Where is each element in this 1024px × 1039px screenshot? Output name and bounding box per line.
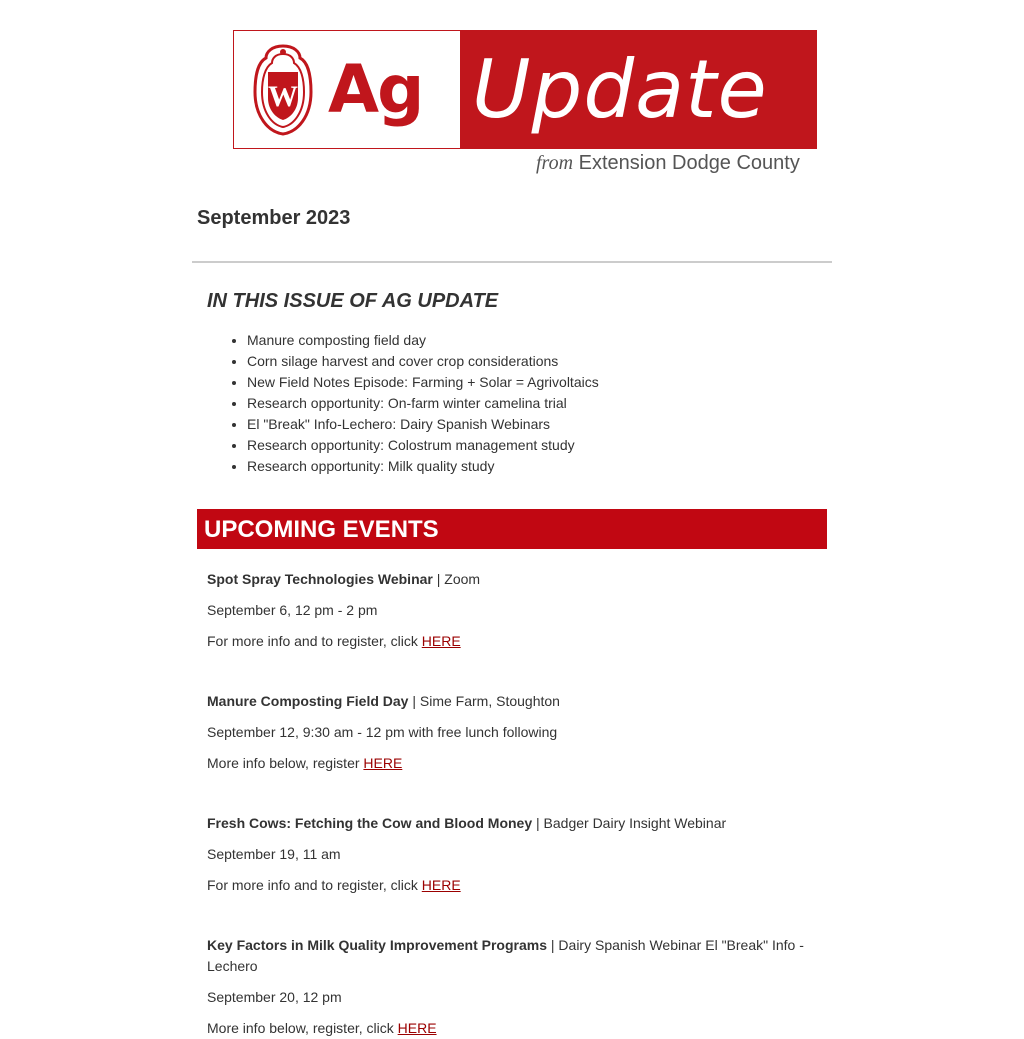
- event-item: [207, 935, 819, 1039]
- event-location: | Zoom: [432, 571, 481, 587]
- event-item: [207, 569, 819, 652]
- event-title: Key Factors in Milk Quality Improvement Programs: [207, 937, 547, 953]
- event-info-text: More info below, register: [207, 755, 364, 771]
- issue-date: September 2023: [197, 207, 351, 229]
- logo-left-panel: [234, 31, 460, 148]
- uw-crest-icon: [252, 42, 314, 138]
- toc-item: • El "Break" Info-Lechero: Dairy Spanish Webinars: [247, 414, 599, 435]
- event-heading: [207, 935, 819, 977]
- event-location: | Badger Dairy Insight Webinar: [532, 815, 727, 831]
- tagline-org: Extension Dodge County: [578, 152, 800, 174]
- logo-ag-text: Ag: [328, 50, 423, 128]
- event-info: [207, 1018, 819, 1039]
- divider: [192, 261, 832, 263]
- event-info: [207, 753, 819, 774]
- crest-letter: W: [268, 79, 298, 113]
- toc-item: • Research opportunity: Colostrum management study: [247, 435, 599, 456]
- tagline-from: from: [536, 152, 574, 174]
- event-info: [207, 631, 819, 652]
- register-link[interactable]: HERE: [363, 755, 403, 771]
- register-link[interactable]: HERE: [397, 1020, 437, 1036]
- event-location: | Sime Farm, Stoughton: [408, 693, 560, 709]
- event-date: September 6, 12 pm - 2 pm: [207, 602, 378, 618]
- event-item: [207, 813, 819, 896]
- logo-update-text: Update: [472, 42, 768, 136]
- toc-heading: IN THIS ISSUE OF AG UPDATE: [207, 290, 499, 312]
- event-heading: [207, 691, 819, 712]
- event-info-text: More info below, register, click: [207, 1020, 398, 1036]
- event-date: September 12, 9:30 am - 12 pm with free lunch following: [207, 724, 558, 740]
- event-info-text: For more info and to register, click: [207, 877, 422, 893]
- toc-item: • Manure composting field day: [247, 330, 599, 351]
- logo-right-panel: [460, 31, 816, 148]
- toc-item: • Corn silage harvest and cover crop considerations: [247, 351, 599, 372]
- event-item: [207, 691, 819, 774]
- tagline: [536, 152, 800, 175]
- event-heading: [207, 813, 819, 834]
- toc-item: • Research opportunity: Milk quality study: [247, 456, 599, 477]
- event-info-text: For more info and to register, click: [207, 633, 422, 649]
- event-title: Manure Composting Field Day: [207, 693, 409, 709]
- event-title: Fresh Cows: Fetching the Cow and Blood Money: [207, 815, 533, 831]
- event-title: Spot Spray Technologies Webinar: [207, 571, 433, 587]
- toc-item: • Research opportunity: On-farm winter camelina trial: [247, 393, 599, 414]
- register-link[interactable]: HERE: [421, 877, 461, 893]
- upcoming-events-heading: UPCOMING EVENTS: [197, 509, 827, 549]
- toc-item: • New Field Notes Episode: Farming + Solar = Agrivoltaics: [247, 372, 599, 393]
- event-date: September 19, 11 am: [207, 846, 341, 862]
- event-info: [207, 875, 819, 896]
- events-list: [207, 569, 819, 1039]
- event-date: September 20, 12 pm: [207, 989, 342, 1005]
- register-link[interactable]: HERE: [421, 633, 461, 649]
- event-heading: [207, 569, 819, 590]
- ag-update-logo: [233, 30, 817, 149]
- toc-list: [207, 330, 599, 477]
- event-location: | Dairy Spanish Webinar El "Break" Info - Lechero: [207, 937, 804, 974]
